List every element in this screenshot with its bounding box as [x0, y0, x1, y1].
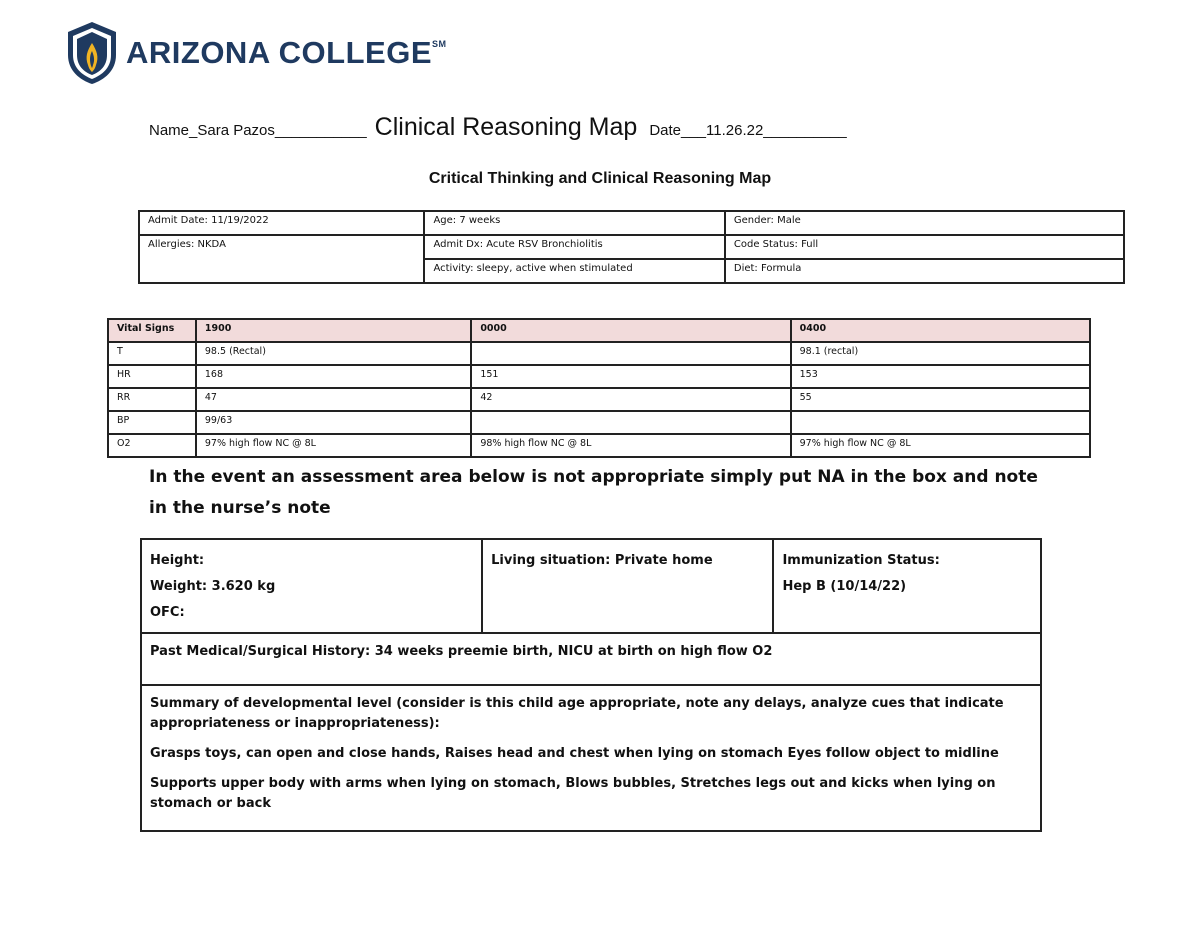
logo-wordmark: ARIZONA COLLEGE℠ — [126, 35, 447, 70]
date-field: Date___11.26.22__________ — [649, 122, 847, 139]
dev-line-1: Grasps toys, can open and close hands, Raises head and chest when lying on stomach Eyes follow object to midline — [150, 746, 999, 761]
header-line — [149, 113, 847, 142]
vital-signs-table — [107, 318, 1091, 458]
subtitle: Critical Thinking and Clinical Reasoning Map — [428, 170, 772, 187]
activity-cell: Activity: sleepy, active when stimulated — [424, 259, 724, 283]
table-cell: 98.5 (Rectal) — [196, 342, 471, 365]
age-cell: Age: 7 weeks — [424, 211, 724, 235]
instruction-note: In the event an assessment area below is not appropriate simply put NA in the box and note in the nurse’s note — [149, 467, 1038, 518]
admit-dx-cell: Admit Dx: Acute RSV Bronchiolitis — [424, 235, 724, 259]
table-cell: 99/63 — [196, 411, 471, 434]
table-cell: 55 — [791, 388, 1090, 411]
logo — [66, 21, 447, 85]
immunization-value: Hep B (10/14/22) — [782, 579, 907, 594]
height-field: Height: — [150, 553, 205, 568]
table-cell: 151 — [471, 365, 790, 388]
past-history-field: Past Medical/Surgical History: 34 weeks preemie birth, NICU at birth on high flow O2 — [150, 644, 773, 659]
table-header-row — [108, 319, 1090, 342]
table-cell — [791, 411, 1090, 434]
past-history-cell — [141, 633, 1041, 685]
table-row — [108, 342, 1090, 365]
admit-date-cell: Admit Date: 11/19/2022 — [139, 211, 424, 235]
living-situation-cell — [482, 539, 773, 633]
living-situation-field: Living situation: Private home — [491, 553, 713, 568]
table-row — [108, 411, 1090, 434]
header-cell: 1900 — [196, 319, 471, 342]
table-cell: BP — [108, 411, 196, 434]
gender-cell: Gender: Male — [725, 211, 1124, 235]
table-cell — [471, 342, 790, 365]
table-row — [108, 434, 1090, 457]
table-cell: O2 — [108, 434, 196, 457]
table-cell: 42 — [471, 388, 790, 411]
assessment-table — [140, 538, 1042, 832]
developmental-summary-cell — [141, 685, 1041, 831]
arizona-college-shield-icon — [66, 21, 118, 85]
measurements-cell — [141, 539, 482, 633]
table-row — [108, 365, 1090, 388]
table-cell: 168 — [196, 365, 471, 388]
table-cell: 97% high flow NC @ 8L — [196, 434, 471, 457]
dev-line-2: Supports upper body with arms when lying on stomach, Blows bubbles, Stretches legs out and kicks when lying on stomach or back — [150, 776, 996, 811]
table-cell: 153 — [791, 365, 1090, 388]
immunization-cell — [773, 539, 1041, 633]
ofc-field: OFC: — [150, 605, 185, 620]
header-cell: 0400 — [791, 319, 1090, 342]
weight-field: Weight: 3.620 kg — [150, 579, 276, 594]
table-cell: T — [108, 342, 196, 365]
table-row — [108, 388, 1090, 411]
table-cell — [471, 411, 790, 434]
page-title: Clinical Reasoning Map — [374, 113, 638, 141]
table-cell: 98% high flow NC @ 8L — [471, 434, 790, 457]
allergies-cell: Allergies: NKDA — [139, 235, 424, 283]
table-cell: 97% high flow NC @ 8L — [791, 434, 1090, 457]
student-name: Name_Sara Pazos___________ — [149, 122, 367, 139]
table-cell: HR — [108, 365, 196, 388]
dev-summary-label: Summary of developmental level (consider is this child age appropriate, note any delays, analyze cues that indicate appropriateness or inappropriateness): — [150, 696, 1004, 731]
table-cell: RR — [108, 388, 196, 411]
table-cell: 47 — [196, 388, 471, 411]
diet-cell: Diet: Formula — [725, 259, 1124, 283]
header-cell: 0000 — [471, 319, 790, 342]
immunization-label: Immunization Status: — [782, 553, 940, 568]
header-cell: Vital Signs — [108, 319, 196, 342]
code-status-cell: Code Status: Full — [725, 235, 1124, 259]
table-cell: 98.1 (rectal) — [791, 342, 1090, 365]
patient-info-table — [138, 210, 1125, 284]
